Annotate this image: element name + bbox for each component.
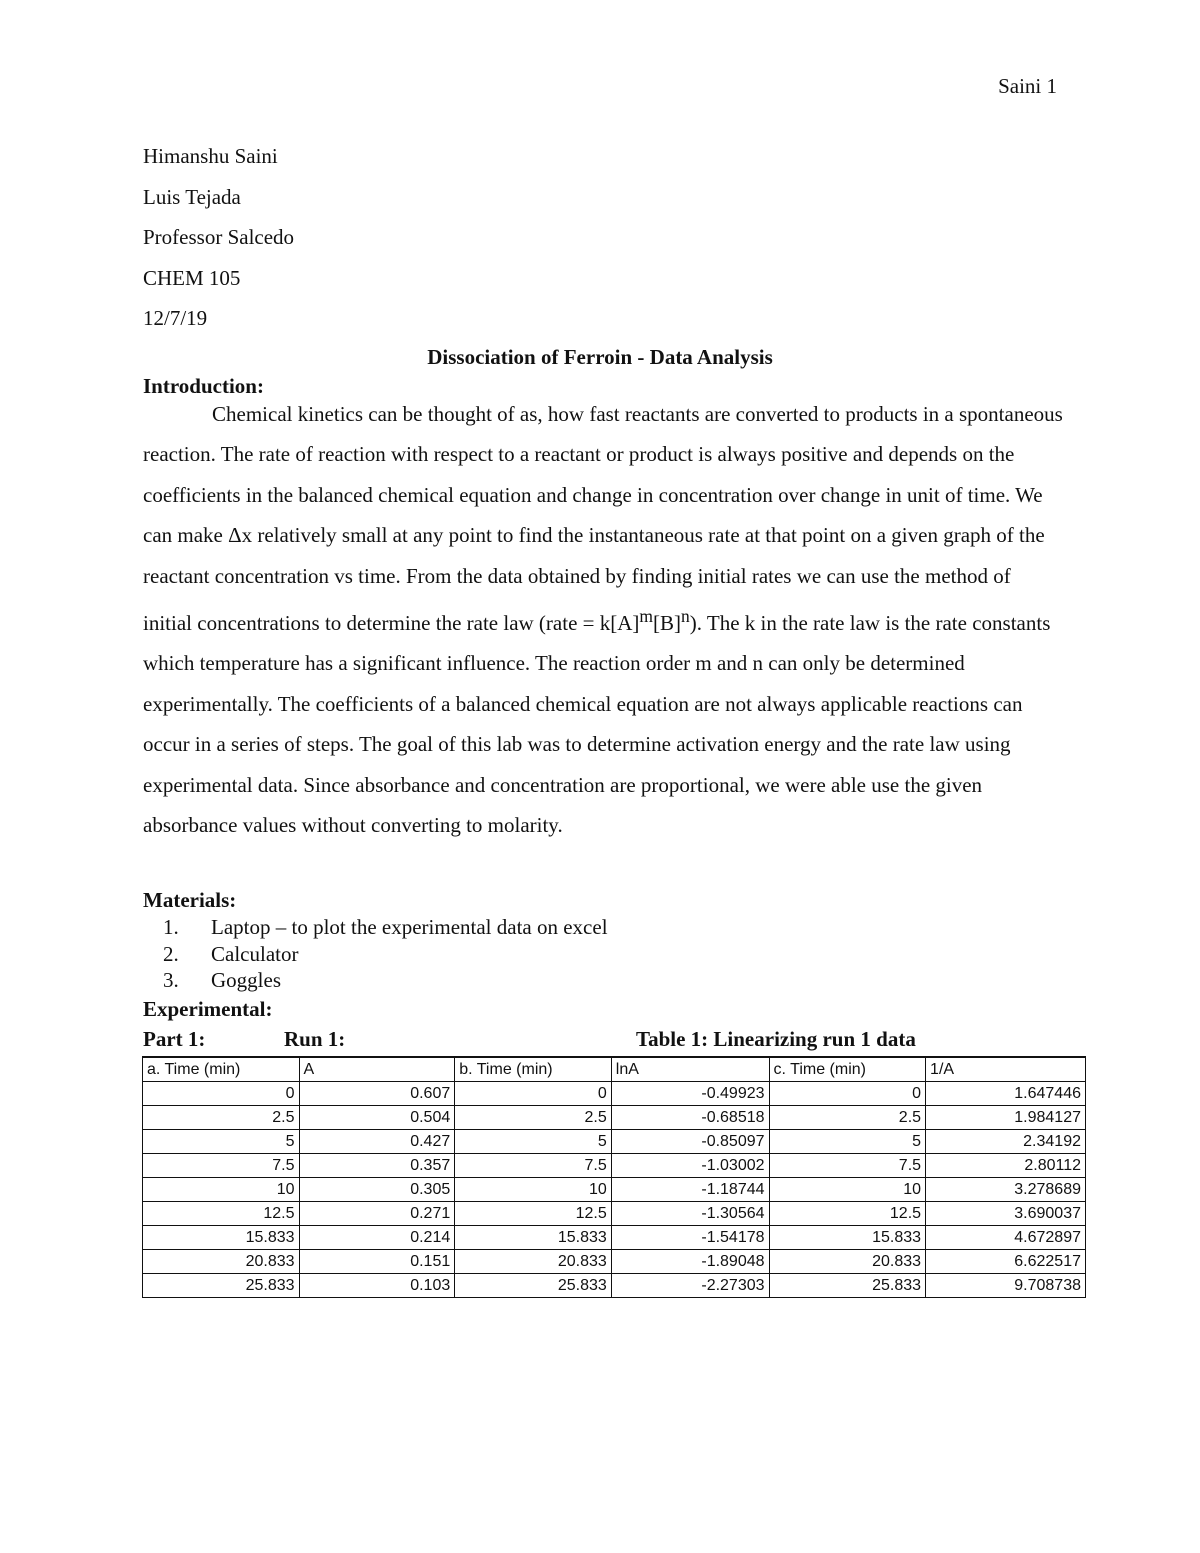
materials-item <box>163 967 608 994</box>
exponent-m: m <box>639 606 654 627</box>
table-cell: 2.5 <box>143 1106 300 1130</box>
experimental-heading: Experimental: <box>143 997 273 1021</box>
table-cell: 2.80112 <box>926 1154 1086 1178</box>
table-row <box>143 1154 1086 1178</box>
table-header-row <box>143 1057 1086 1082</box>
materials-item-label: Calculator <box>211 941 299 966</box>
materials-item-number: 1. <box>163 915 179 939</box>
data-table <box>142 1056 1086 1298</box>
document-header <box>143 140 294 343</box>
introduction-heading: Introduction: <box>143 374 264 398</box>
table-row <box>143 1274 1086 1298</box>
table-header-cell: b. Time (min) <box>455 1057 612 1082</box>
materials-item-number: 3. <box>163 968 179 992</box>
table-cell: 9.708738 <box>926 1274 1086 1298</box>
materials-item-label: Laptop – to plot the experimental data on excel <box>211 915 608 939</box>
table-cell: 10 <box>455 1178 612 1202</box>
table-cell: 0.151 <box>299 1250 455 1274</box>
table-cell: 10 <box>769 1178 926 1202</box>
table-cell: 20.833 <box>455 1250 612 1274</box>
table-cell: -1.18744 <box>611 1178 769 1202</box>
document-title: Dissociation of Ferroin - Data Analysis <box>427 345 773 369</box>
table-cell: 0.607 <box>299 1082 455 1106</box>
table-cell: 0.214 <box>299 1226 455 1250</box>
table-cell: -0.85097 <box>611 1130 769 1154</box>
course-name: CHEM 105 <box>143 265 241 290</box>
table-cell: 5 <box>455 1130 612 1154</box>
table-cell: 12.5 <box>143 1202 300 1226</box>
table-cell: -0.49923 <box>611 1082 769 1106</box>
document-date: 12/7/19 <box>143 306 208 330</box>
run-label: Run 1: <box>284 1027 346 1051</box>
author-name: Himanshu Saini <box>143 144 278 168</box>
table-cell: 0.103 <box>299 1274 455 1298</box>
table-cell: 3.278689 <box>926 1178 1086 1202</box>
table-cell: 0.305 <box>299 1178 455 1202</box>
table-cell: -1.54178 <box>611 1226 769 1250</box>
table-body <box>143 1082 1086 1298</box>
table-cell: 2.5 <box>769 1106 926 1130</box>
table-cell: 12.5 <box>455 1202 612 1226</box>
intro-text-3: ). The k in the rate law is the rate constants which temperature has a significant influence. The reaction order m and n can only be determined experimentally. The coefficients of a balanced chemical equation are not always applicable reactions can occur in a series of steps. The goal of this lab was to determine activation energy and the rate law using experimental data. Since absorbance and concentration are proportional, we were able use the given absorbance values without converting to molarity. <box>143 611 1051 838</box>
table-cell: 20.833 <box>769 1250 926 1274</box>
table-cell: -0.68518 <box>611 1106 769 1130</box>
table-cell: 15.833 <box>143 1226 300 1250</box>
table-cell: 7.5 <box>143 1154 300 1178</box>
materials-item-label: Goggles <box>211 968 281 992</box>
table-cell: 5 <box>143 1130 300 1154</box>
table-row <box>143 1082 1086 1106</box>
table-cell: 2.34192 <box>926 1130 1086 1154</box>
table-cell: -2.27303 <box>611 1274 769 1298</box>
table-row <box>143 1250 1086 1274</box>
table-row <box>143 1178 1086 1202</box>
partner-name: Luis Tejada <box>143 184 241 209</box>
page-number: Saini 1 <box>998 74 1057 98</box>
table-header-cell: a. Time (min) <box>143 1057 300 1082</box>
introduction-paragraph <box>143 394 1063 845</box>
table-cell: 3.690037 <box>926 1202 1086 1226</box>
table-cell: 0.271 <box>299 1202 455 1226</box>
intro-text-1: Chemical kinetics can be thought of as, how fast reactants are converted to products in a spontaneous reaction. The rate of reaction with respect to a reactant or product is always positive and depends on the coefficients in the balanced chemical equation and change in concentration over change in unit of time. We can make Δx relatively small at any point to find the instantaneous rate at that point on a given graph of the reactant concentration vs time. From the data obtained by finding initial rates we can use the method of initial concentrations to determine the rate law (rate = k[A] <box>143 402 1063 636</box>
table-row <box>143 1106 1086 1130</box>
materials-item <box>163 914 608 941</box>
materials-item <box>163 941 608 968</box>
table-cell: 0 <box>143 1082 300 1106</box>
table-cell: 2.5 <box>455 1106 612 1130</box>
table-cell: 0.427 <box>299 1130 455 1154</box>
table-header-cell: c. Time (min) <box>769 1057 926 1082</box>
table-cell: 12.5 <box>769 1202 926 1226</box>
table-cell: -1.30564 <box>611 1202 769 1226</box>
table-cell: -1.89048 <box>611 1250 769 1274</box>
table-cell: 5 <box>769 1130 926 1154</box>
table-row <box>143 1202 1086 1226</box>
table-cell: 15.833 <box>455 1226 612 1250</box>
table-cell: 7.5 <box>455 1154 612 1178</box>
table-header-cell: lnA <box>611 1057 769 1082</box>
table-cell: 15.833 <box>769 1226 926 1250</box>
table-row <box>143 1226 1086 1250</box>
table-cell: 1.647446 <box>926 1082 1086 1106</box>
table-row <box>143 1130 1086 1154</box>
table-caption: Table 1: Linearizing run 1 data <box>636 1027 916 1051</box>
table-cell: 25.833 <box>769 1274 926 1298</box>
table-cell: 10 <box>143 1178 300 1202</box>
table-cell: 1.984127 <box>926 1106 1086 1130</box>
table-header-cell: 1/A <box>926 1057 1086 1082</box>
table-cell: 0 <box>769 1082 926 1106</box>
table-cell: 0.504 <box>299 1106 455 1130</box>
table-cell: 20.833 <box>143 1250 300 1274</box>
materials-list <box>163 914 608 994</box>
intro-text-2: [B] <box>653 611 682 636</box>
table-cell: 0.357 <box>299 1154 455 1178</box>
table-cell: 0 <box>455 1082 612 1106</box>
materials-item-number: 2. <box>163 941 179 966</box>
part-label: Part 1: <box>143 1027 206 1051</box>
table-cell: 25.833 <box>455 1274 612 1298</box>
exponent-n: n <box>681 606 690 627</box>
table-cell: 25.833 <box>143 1274 300 1298</box>
table-cell: -1.03002 <box>611 1154 769 1178</box>
table-cell: 6.622517 <box>926 1250 1086 1274</box>
table-cell: 7.5 <box>769 1154 926 1178</box>
table-header-cell: A <box>299 1057 455 1082</box>
professor-name: Professor Salcedo <box>143 225 295 249</box>
materials-heading: Materials: <box>143 888 237 912</box>
table-cell: 4.672897 <box>926 1226 1086 1250</box>
